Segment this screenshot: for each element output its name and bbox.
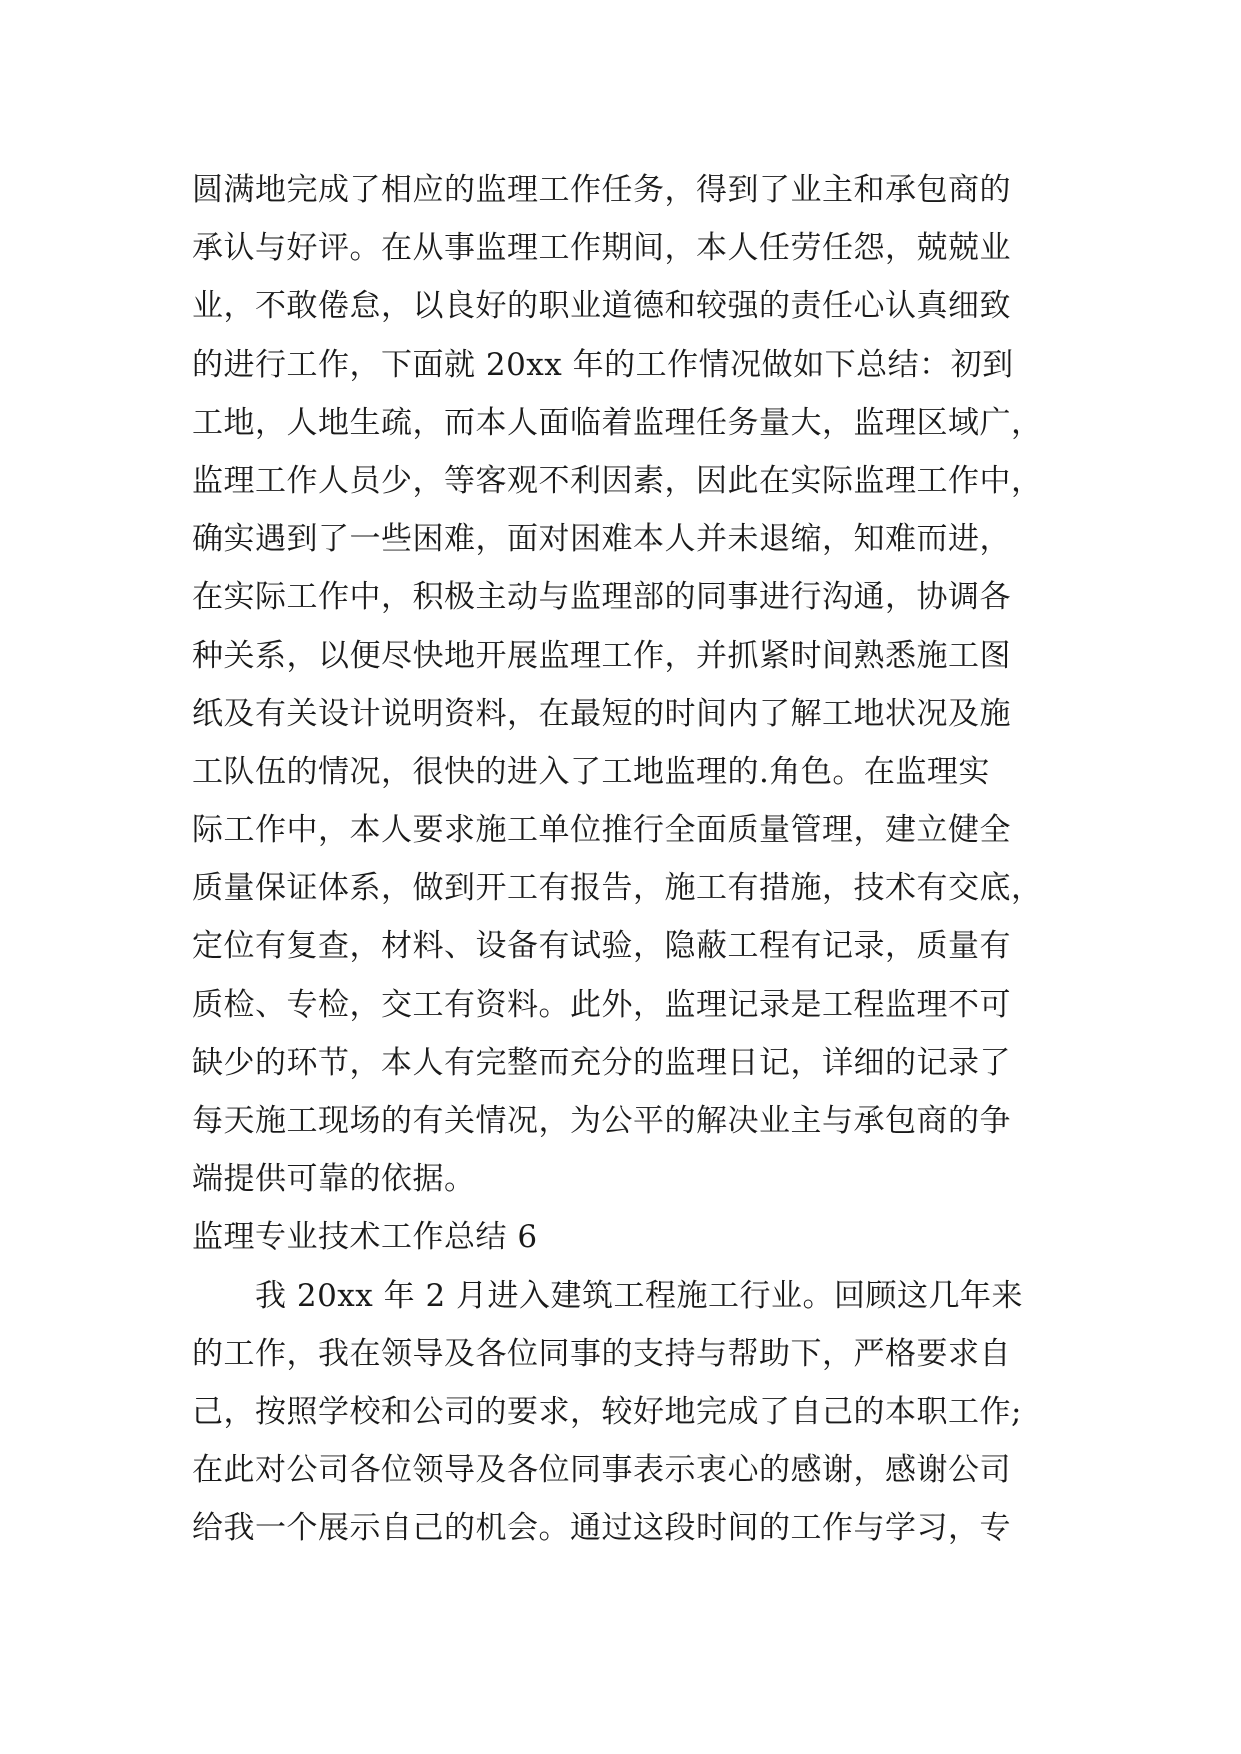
text-line: 种关系，以便尽快地开展监理工作，并抓紧时间熟悉施工图: [192, 637, 1011, 674]
text-line: 业，不敢倦怠，以良好的职业道德和较强的责任心认真细致: [192, 288, 1011, 325]
text-line: 在实际工作中，积极主动与监理部的同事进行沟通，协调各: [192, 579, 1011, 616]
text-line: 缺少的环节，本人有完整而充分的监理日记，详细的记录了: [192, 1044, 1011, 1081]
text-line: 己，按照学校和公司的要求，较好地完成了自己的本职工作;: [192, 1393, 1022, 1430]
text-line: 的进行工作，下面就 20xx 年的工作情况做如下总结：初到: [192, 346, 1014, 383]
section-heading: 监理专业技术工作总结 6: [192, 1219, 538, 1256]
text-line: 质检、专检，交工有资料。此外，监理记录是工程监理不可: [192, 986, 1011, 1023]
text-line: 纸及有关设计说明资料，在最短的时间内了解工地状况及施: [192, 695, 1011, 732]
text-line: 每天施工现场的有关情况，为公平的解决业主与承包商的争: [192, 1103, 1011, 1139]
text-line: 在此对公司各位领导及各位同事表示衷心的感谢，感谢公司: [192, 1452, 1011, 1489]
text-line: 定位有复查，材料、设备有试验，隐蔽工程有记录，质量有: [192, 928, 1011, 965]
text-line: 圆满地完成了相应的监理工作任务，得到了业主和承包商的: [192, 172, 1011, 208]
text-line: 监理工作人员少，等客观不利因素，因此在实际监理工作中，: [192, 462, 1043, 499]
text-line: 的工作，我在领导及各位同事的支持与帮助下，严格要求自: [192, 1335, 1011, 1372]
text-line: 端提供可靠的依据。: [192, 1161, 476, 1198]
text-line: 确实遇到了一些困难，面对困难本人并未退缩，知难而进，: [192, 521, 1011, 558]
text-line: 工地，人地生疏，而本人面临着监理任务量大，监理区域广，: [192, 404, 1043, 441]
text-line: 承认与好评。在从事监理工作期间，本人任劳任怨，兢兢业: [192, 230, 1011, 267]
text-line: 我 20xx 年 2 月进入建筑工程施工行业。回顾这几年来: [192, 1277, 1024, 1314]
text-line: 工队伍的情况，很快的进入了工地监理的.角色。在监理实: [192, 753, 990, 790]
text-line: 给我一个展示自己的机会。通过这段时间的工作与学习，专: [192, 1510, 1011, 1547]
text-line: 质量保证体系，做到开工有报告，施工有措施，技术有交底，: [192, 870, 1043, 907]
document-body: [192, 161, 1072, 1558]
text-line: 际工作中，本人要求施工单位推行全面质量管理，建立健全: [192, 812, 1011, 849]
